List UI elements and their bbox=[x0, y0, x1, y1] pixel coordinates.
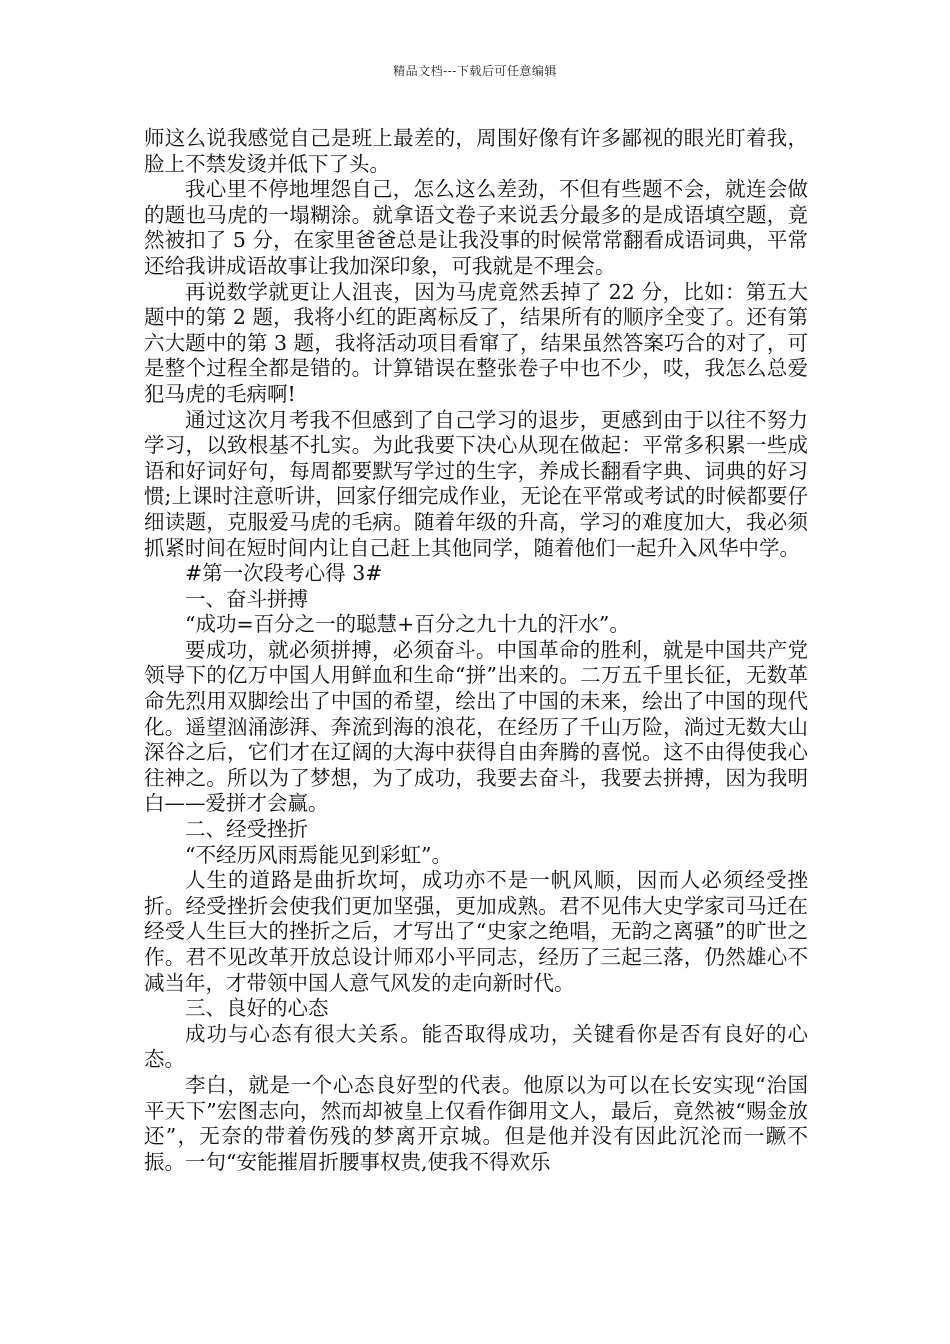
paragraph: 我心里不停地埋怨自己，怎么这么差劲，不但有些题不会，就连会做的题也马虎的一塌糊涂。就拿语文卷子来说丢分最多的是成语填空题，竟然被扣了 5 分，在家里爸爸总是让我没事的时候常常翻看成语词典，平常还给我讲成语故事让我加深印象，可我就是不理会。 bbox=[144, 177, 808, 278]
section-heading: 三、良好的心态 bbox=[185, 996, 329, 1021]
document-body bbox=[144, 126, 808, 1175]
paragraph: 通过这次月考我不但感到了自己学习的退步，更感到由于以往不努力学习，以致根基不扎实。为此我要下决心从现在做起：平常多积累一些成语和好词好句，每周都要默写学过的生字，养成长翻看字典、词典的好习惯;上课时注意听讲，回家仔细完成作业，无论在平常或考试的时候都要仔细读题，克服爱马虎的毛病。随着年级的升高，学习的难度加大，我必须抓紧时间在短时间内让自己赶上其他同学，随着他们一起升入风华中学。 bbox=[144, 407, 808, 560]
page-header: 精品文档---下载后可任意编辑 bbox=[393, 64, 557, 78]
quote: “不经历风雨焉能见到彩虹”。 bbox=[185, 842, 452, 867]
paragraph: 人生的道路是曲折坎坷，成功亦不是一帆风顺，因而人必须经受挫折。经受挫折会使我们更加坚强，更加成熟。君不见伟大史学家司马迁在经受人生巨大的挫折之后，才写出了“史家之绝唱，无韵之离骚”的旷世之作。君不见改革开放总设计师邓小平同志，经历了三起三落，仍然雄心不减当年，才带领中国人意气风发的走向新时代。 bbox=[144, 868, 808, 995]
paragraph: 要成功，就必须拼搏，必须奋斗。中国革命的胜利，就是中国共产党领导下的亿万中国人用鲜血和生命“拼”出来的。二万五千里长征，无数革命先烈用双脚绘出了中国的希望，绘出了中国的未来，绘出了中国的现代化。遥望汹涌澎湃、奔流到海的浪花，在经历了千山万险，淌过无数大山深谷之后，它们才在辽阔的大海中获得自由奔腾的喜悦。这不由得使我心往神之。所以为了梦想，为了成功，我要去奋斗，我要去拼搏，因为我明白——爱拼才会赢。 bbox=[144, 637, 808, 816]
quote: “成功=百分之一的聪慧+百分之九十九的汗水”。 bbox=[185, 612, 630, 637]
section-heading: 一、奋斗拼搏 bbox=[185, 586, 308, 611]
paragraph: 成功与心态有很大关系。能否取得成功，关键看你是否有良好的心态。 bbox=[144, 1021, 808, 1072]
section-heading: 二、经受挫折 bbox=[185, 817, 308, 842]
paragraph: 再说数学就更让人沮丧，因为马虎竟然丢掉了 22 分，比如：第五大题中的第 2 题，我将小红的距离标反了，结果所有的顺序全变了。还有第六大题中的第 3 题，我将活动项目看窜了，结果虽然答案巧合的对了，可是整个过程全都是错的。计算错误在整张卷子中也不少，哎，我怎么总爱犯马虎的毛病啊! bbox=[144, 279, 808, 406]
paragraph: 师这么说我感觉自己是班上最差的，周围好像有许多鄙视的眼光盯着我，脸上不禁发烫并低下了头。 bbox=[144, 126, 808, 176]
section-marker: #第一次段考心得 3# bbox=[185, 561, 383, 586]
paragraph: 李白，就是一个心态良好型的代表。他原以为可以在长安实现“治国平天下”宏图志向，然而却被皇上仅看作御用文人，最后，竟然被“赐金放还”，无奈的带着伤残的梦离开京城。但是他并没有因此沉沦而一蹶不振。一句“安能摧眉折腰事权贵,使我不得欢乐 bbox=[144, 1072, 808, 1174]
